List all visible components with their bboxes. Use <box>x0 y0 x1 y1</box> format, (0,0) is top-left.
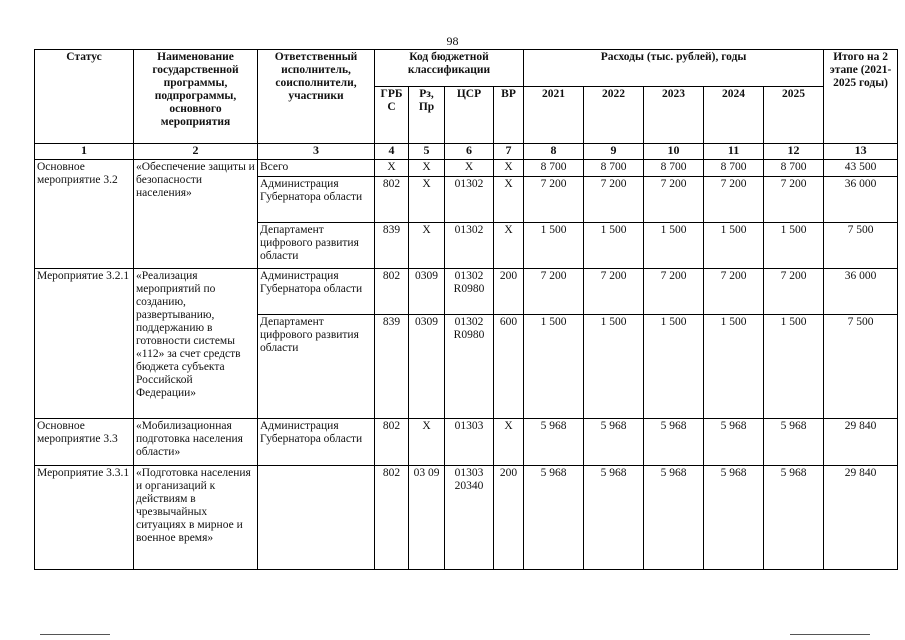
cell-2021: 1 500 <box>524 315 584 419</box>
cell-2021: 5 968 <box>524 466 584 570</box>
cell-2023: 7 200 <box>644 177 704 223</box>
cell-grbs: 802 <box>375 269 409 315</box>
row-status: Мероприятие 3.2.1 <box>35 269 134 419</box>
cell-grbs: 839 <box>375 315 409 419</box>
budget-table <box>34 49 898 570</box>
cell-2023: 8 700 <box>644 160 704 177</box>
cell-grbs: 839 <box>375 223 409 269</box>
cell-total: 36 000 <box>824 269 898 315</box>
header-grbs: ГРБ С <box>375 87 409 144</box>
cell-2025: 1 500 <box>764 315 824 419</box>
cell-2024: 5 968 <box>704 419 764 466</box>
cell-rzpr: Х <box>409 223 445 269</box>
cell-csr: Х <box>445 160 494 177</box>
row-executor: Департамент цифрового развития области <box>258 223 375 269</box>
cell-grbs: 802 <box>375 419 409 466</box>
cell-2022: 1 500 <box>584 223 644 269</box>
cell-2025: 7 200 <box>764 269 824 315</box>
cell-total: 36 000 <box>824 177 898 223</box>
header-year-2024: 2024 <box>704 87 764 144</box>
cell-total: 7 500 <box>824 315 898 419</box>
cell-total: 7 500 <box>824 223 898 269</box>
row-executor: Администрация Губернатора области <box>258 269 375 315</box>
cell-grbs: 802 <box>375 177 409 223</box>
cell-rzpr: 0309 <box>409 269 445 315</box>
header-rzpr: Рз, Пр <box>409 87 445 144</box>
cell-2025: 7 200 <box>764 177 824 223</box>
column-number: 1 <box>35 144 134 160</box>
cell-2024: 8 700 <box>704 160 764 177</box>
cell-vr: 200 <box>494 269 524 315</box>
scan-mark <box>40 634 110 635</box>
column-number: 2 <box>134 144 258 160</box>
cell-2023: 5 968 <box>644 466 704 570</box>
row-executor: Департамент цифрового развития области <box>258 315 375 419</box>
cell-rzpr: Х <box>409 160 445 177</box>
cell-2024: 5 968 <box>704 466 764 570</box>
column-number: 13 <box>824 144 898 160</box>
cell-2024: 1 500 <box>704 223 764 269</box>
cell-2024: 1 500 <box>704 315 764 419</box>
cell-2024: 7 200 <box>704 269 764 315</box>
cell-csr: 01302 R0980 <box>445 315 494 419</box>
header-csr: ЦСР <box>445 87 494 144</box>
header-year-2021: 2021 <box>524 87 584 144</box>
cell-2021: 7 200 <box>524 269 584 315</box>
table-row <box>35 419 898 466</box>
cell-vr: Х <box>494 160 524 177</box>
cell-csr: 01303 20340 <box>445 466 494 570</box>
header-year-2022: 2022 <box>584 87 644 144</box>
row-status: Основное мероприятие 3.3 <box>35 419 134 466</box>
row-status: Мероприятие 3.3.1 <box>35 466 134 570</box>
cell-2022: 5 968 <box>584 466 644 570</box>
column-number: 12 <box>764 144 824 160</box>
header-vr: ВР <box>494 87 524 144</box>
cell-csr: 01303 <box>445 419 494 466</box>
cell-vr: 200 <box>494 466 524 570</box>
cell-vr: 600 <box>494 315 524 419</box>
cell-grbs: Х <box>375 160 409 177</box>
cell-2021: 8 700 <box>524 160 584 177</box>
header-year-2023: 2023 <box>644 87 704 144</box>
cell-2023: 7 200 <box>644 269 704 315</box>
cell-2025: 1 500 <box>764 223 824 269</box>
column-number: 7 <box>494 144 524 160</box>
page-number: 98 <box>446 34 459 48</box>
row-name: «Обеспечение защиты и безопасности населения» <box>134 160 258 269</box>
cell-2021: 1 500 <box>524 223 584 269</box>
row-name: «Реализация мероприятий по созданию, развертыванию, поддержанию в готовности системы «112» за счет средств бюджета субъекта Российской Федерации» <box>134 269 258 419</box>
header-status: Статус <box>35 50 134 144</box>
cell-2025: 5 968 <box>764 419 824 466</box>
table-row <box>35 466 898 570</box>
cell-2023: 1 500 <box>644 315 704 419</box>
cell-2022: 5 968 <box>584 419 644 466</box>
row-executor: Администрация Губернатора области <box>258 177 375 223</box>
column-number: 8 <box>524 144 584 160</box>
cell-vr: Х <box>494 419 524 466</box>
cell-2024: 7 200 <box>704 177 764 223</box>
header-expenses: Расходы (тыс. рублей), годы <box>524 50 824 87</box>
cell-total: 43 500 <box>824 160 898 177</box>
cell-2023: 1 500 <box>644 223 704 269</box>
cell-total: 29 840 <box>824 466 898 570</box>
column-number: 4 <box>375 144 409 160</box>
column-number-row <box>35 144 898 160</box>
column-number: 6 <box>445 144 494 160</box>
cell-csr: 01302 R0980 <box>445 269 494 315</box>
cell-2022: 8 700 <box>584 160 644 177</box>
cell-2021: 7 200 <box>524 177 584 223</box>
row-executor: Администрация Губернатора области <box>258 419 375 466</box>
row-executor <box>258 466 375 570</box>
cell-vr: Х <box>494 223 524 269</box>
header-total: Итого на 2 этапе (2021-2025 годы) <box>824 50 898 144</box>
scan-mark <box>790 634 870 635</box>
table-row <box>35 269 898 315</box>
column-number: 10 <box>644 144 704 160</box>
cell-2022: 1 500 <box>584 315 644 419</box>
row-status: Основное мероприятие 3.2 <box>35 160 134 269</box>
column-number: 5 <box>409 144 445 160</box>
header-year-2025: 2025 <box>764 87 824 144</box>
cell-2022: 7 200 <box>584 177 644 223</box>
header-budget-code: Код бюджетной классификации <box>375 50 524 87</box>
column-number: 11 <box>704 144 764 160</box>
cell-grbs: 802 <box>375 466 409 570</box>
cell-2021: 5 968 <box>524 419 584 466</box>
cell-2022: 7 200 <box>584 269 644 315</box>
row-executor: Всего <box>258 160 375 177</box>
table-row <box>35 160 898 177</box>
cell-2023: 5 968 <box>644 419 704 466</box>
cell-2025: 8 700 <box>764 160 824 177</box>
cell-csr: 01302 <box>445 177 494 223</box>
column-number: 3 <box>258 144 375 160</box>
header-executor: Ответственный исполнитель, соисполнители, участники <box>258 50 375 144</box>
row-name: «Подготовка населения и организаций к действиям в чрезвычайных ситуациях в мирное и военное время» <box>134 466 258 570</box>
cell-rzpr: 0309 <box>409 315 445 419</box>
cell-rzpr: Х <box>409 419 445 466</box>
cell-2025: 5 968 <box>764 466 824 570</box>
row-name: «Мобилизационная подготовка населения области» <box>134 419 258 466</box>
cell-vr: Х <box>494 177 524 223</box>
cell-rzpr: Х <box>409 177 445 223</box>
cell-rzpr: 03 09 <box>409 466 445 570</box>
column-number: 9 <box>584 144 644 160</box>
header-name: Наименование государственной программы, подпрограммы, основного мероприятия <box>134 50 258 144</box>
cell-csr: 01302 <box>445 223 494 269</box>
cell-total: 29 840 <box>824 419 898 466</box>
